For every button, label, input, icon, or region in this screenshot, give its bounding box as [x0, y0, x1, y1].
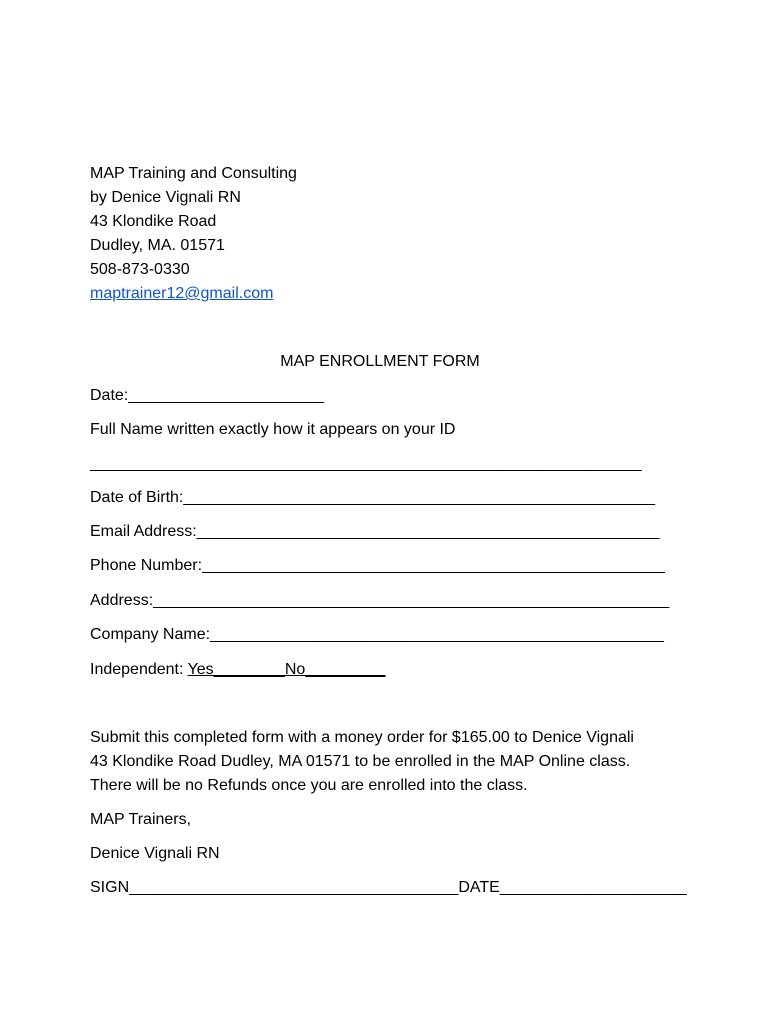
independent-row [90, 660, 385, 680]
instructions-line-1: Submit this completed form with a money order for $165.00 to Denice Vignali [90, 729, 634, 746]
independent-options[interactable]: Yes________No_________ [187, 661, 386, 678]
signature-date-field[interactable]: SIGN_____________________________________DATE_____________________ [90, 879, 687, 896]
phone-field[interactable]: Phone Number:____________________________________________________ [90, 557, 665, 574]
instructions-line-3: There will be no Refunds once you are enrolled into the class. [90, 777, 528, 794]
street-address: 43 Klondike Road [90, 213, 217, 230]
email-field[interactable]: Email Address:____________________________________________________ [90, 523, 660, 540]
independent-label: Independent: [90, 661, 188, 678]
author-line: by Denice Vignali RN [90, 189, 241, 206]
signoff: MAP Trainers, [90, 811, 192, 828]
signer-name: Denice Vignali RN [90, 845, 220, 862]
city-state-zip: Dudley, MA. 01571 [90, 237, 225, 254]
form-title: MAP ENROLLMENT FORM [280, 353, 480, 370]
fullname-label: Full Name written exactly how it appears on your ID [90, 421, 456, 438]
phone-number: 508-873-0330 [90, 261, 190, 278]
date-field[interactable]: Date:______________________ [90, 387, 325, 404]
instructions-line-2: 43 Klondike Road Dudley, MA 01571 to be enrolled in the MAP Online class. [90, 753, 631, 770]
email-link[interactable]: maptrainer12@gmail.com [90, 285, 274, 302]
company-field[interactable]: Company Name:___________________________________________________ [90, 626, 664, 643]
fullname-field[interactable]: ______________________________________________________________ [90, 455, 642, 472]
dob-field[interactable]: Date of Birth:_____________________________________________________ [90, 489, 655, 506]
address-field[interactable]: Address:__________________________________________________________ [90, 592, 670, 609]
company-name: MAP Training and Consulting [90, 165, 297, 182]
